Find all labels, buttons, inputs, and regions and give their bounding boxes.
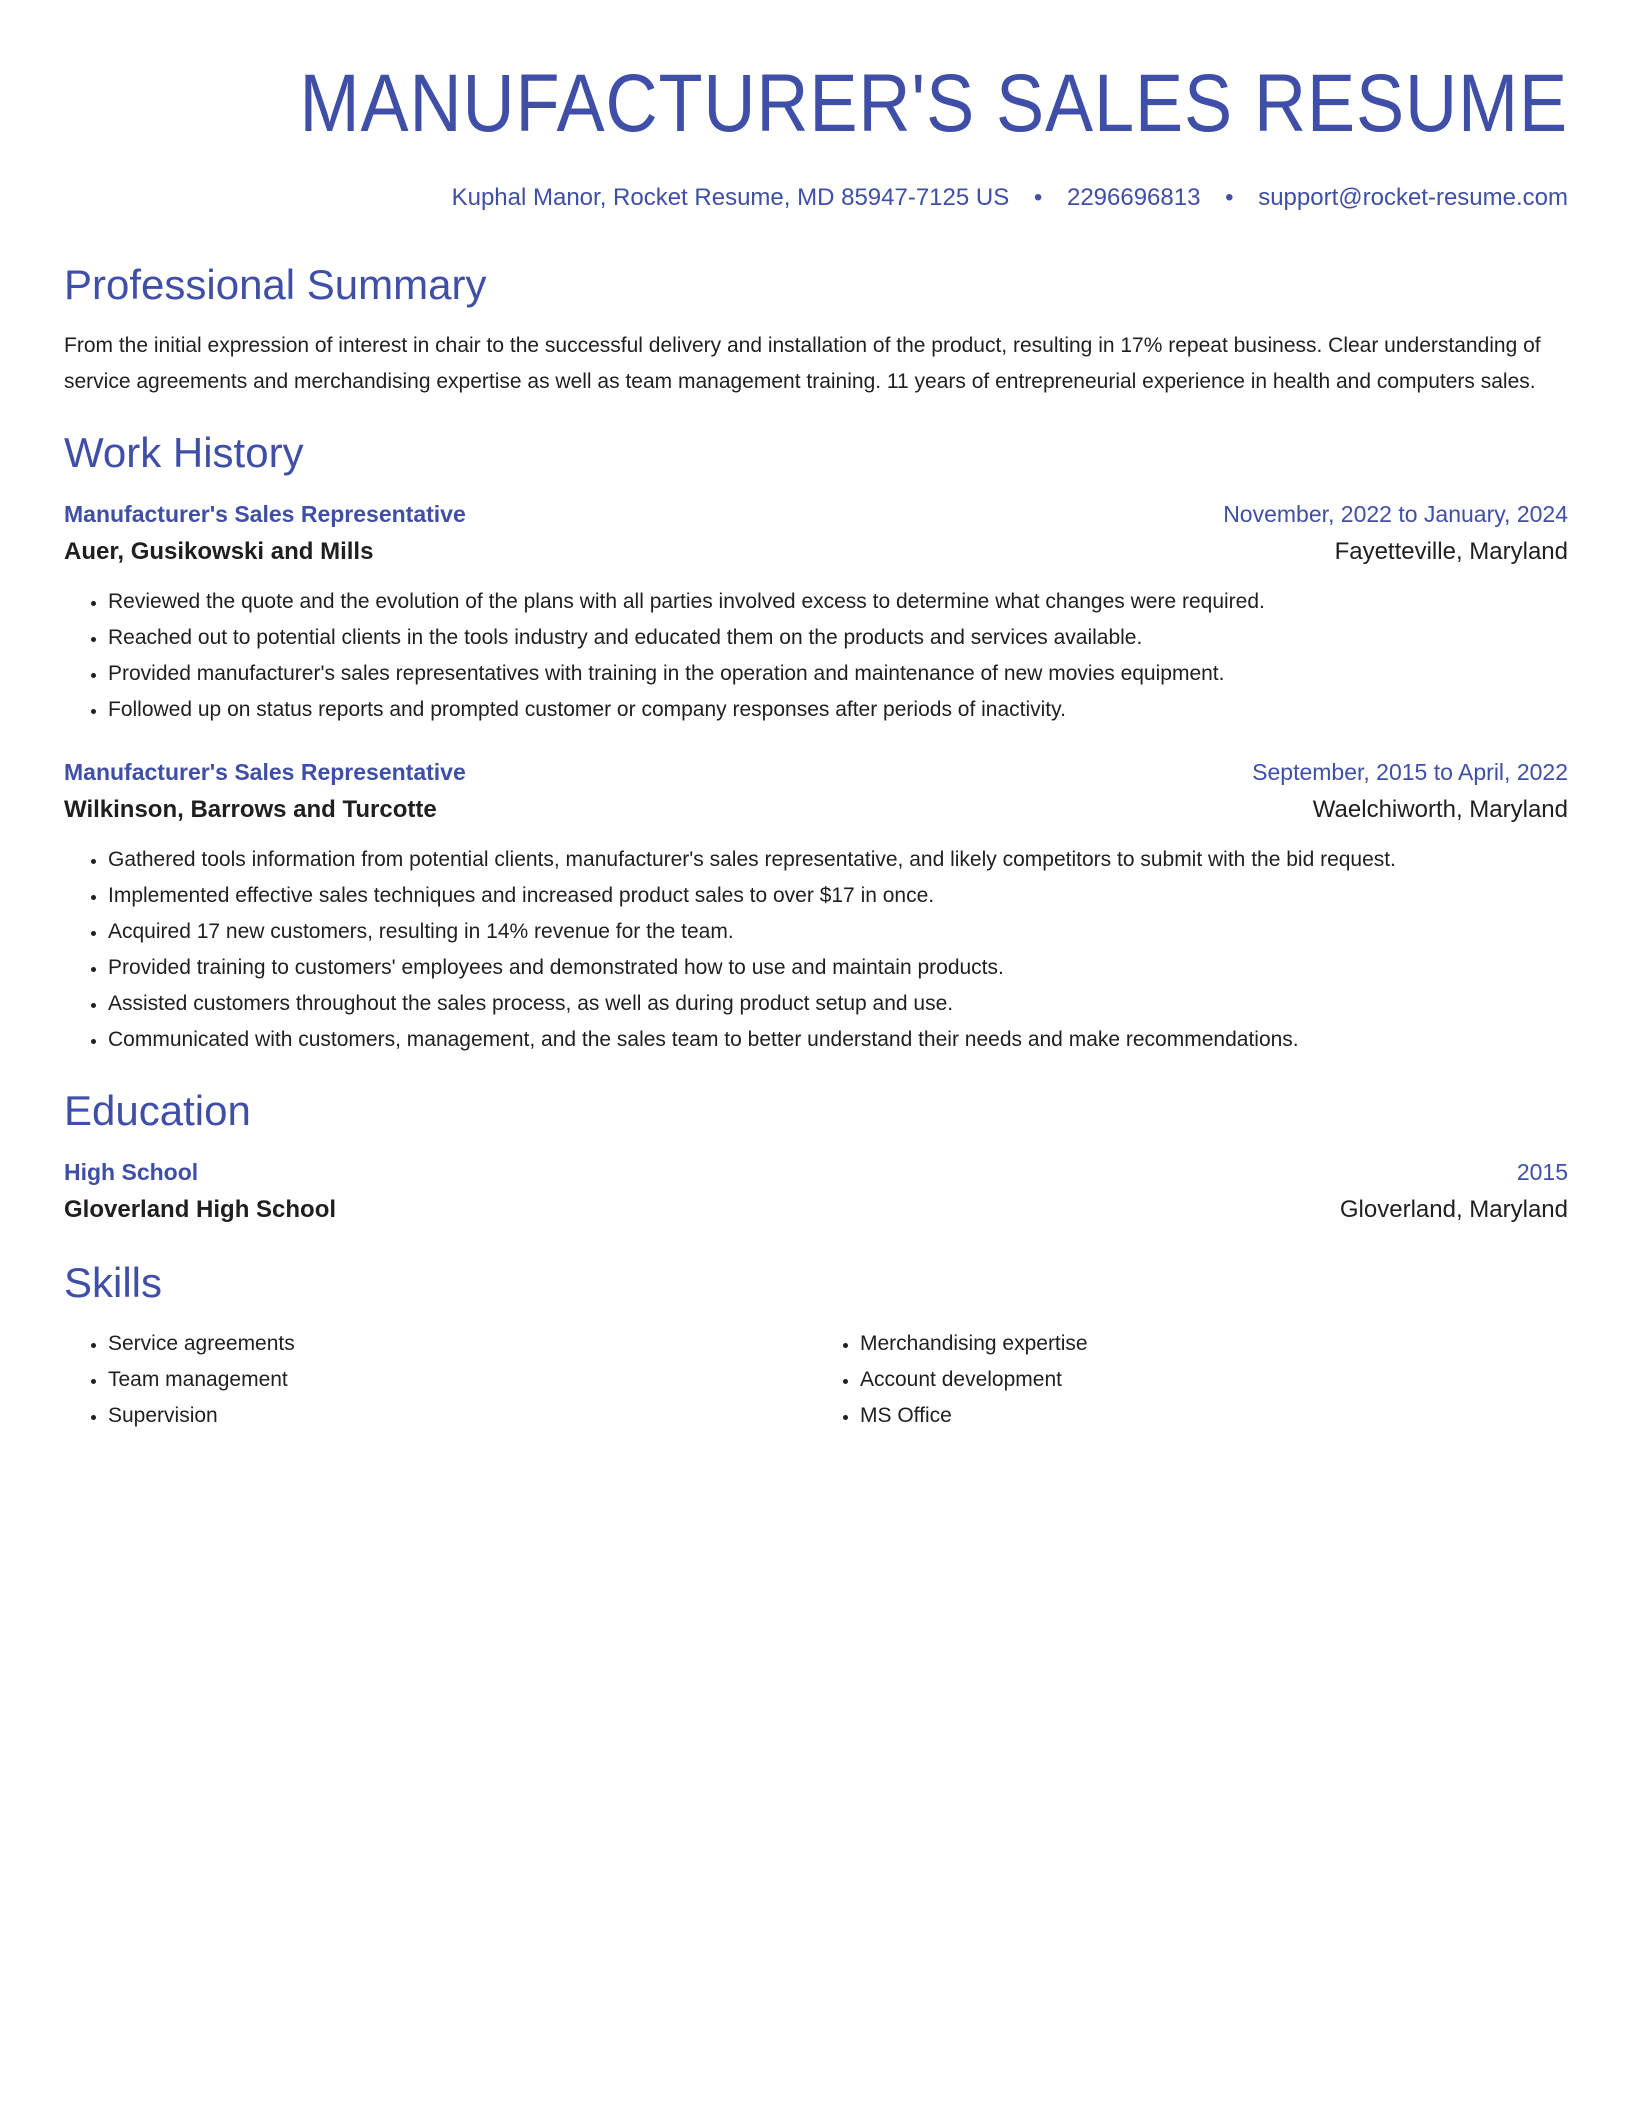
skill-item: • Service agreements <box>108 1326 816 1362</box>
contact-email: support@rocket-resume.com <box>1258 184 1568 211</box>
skill-item: • Account development <box>860 1362 1568 1398</box>
job-location: Fayetteville, Maryland <box>1334 538 1568 565</box>
education-heading: Education <box>64 1087 251 1134</box>
job-bullet: • Reached out to potential clients in the tools industry and educated them on the products and services available. <box>108 620 1568 656</box>
contact-phone: 2296696813 <box>1066 184 1201 211</box>
job-company: Auer, Gusikowski and Mills <box>64 538 374 565</box>
job-bullet: • Communicated with customers, management, and the sales team to better understand their needs and make recommendations. <box>108 1022 1568 1058</box>
job-bullet: • Reviewed the quote and the evolution of the plans with all parties involved excess to determine what changes were required. <box>108 584 1568 620</box>
job-company: Wilkinson, Barrows and Turcotte <box>64 796 437 823</box>
job-entry <box>64 496 1568 728</box>
skill-item: • Merchandising expertise <box>860 1326 1568 1362</box>
job-bullet: • Provided training to customers' employees and demonstrated how to use and maintain products. <box>108 950 1568 986</box>
education-entry <box>64 1154 1568 1230</box>
professional-summary-section <box>64 260 1568 400</box>
job-location: Waelchiworth, Maryland <box>1312 796 1568 823</box>
skills-list-right <box>816 1326 1568 1434</box>
job-dates: November, 2022 to January, 2024 <box>1223 501 1568 527</box>
work-history-heading: Work History <box>64 429 304 476</box>
skill-item: • MS Office <box>860 1398 1568 1434</box>
job-role: Manufacturer's Sales Representative <box>64 759 466 785</box>
job-bullets <box>64 842 1568 1058</box>
job-bullet: • Followed up on status reports and prompted customer or company responses after periods of inactivity. <box>108 692 1568 728</box>
skills-heading: Skills <box>64 1259 163 1306</box>
job-role: Manufacturer's Sales Representative <box>64 501 466 527</box>
contact-separator: • <box>1225 184 1234 211</box>
job-heading-row <box>64 754 1568 790</box>
resume-header <box>64 56 1568 214</box>
contact-separator: • <box>1033 184 1043 211</box>
skills-grid <box>64 1326 1568 1434</box>
skills-column-left <box>64 1326 816 1434</box>
education-year: 2015 <box>1516 1159 1568 1185</box>
skill-item: • Team management <box>108 1362 816 1398</box>
job-bullet: • Acquired 17 new customers, resulting in 14% revenue for the team. <box>108 914 1568 950</box>
job-bullet: • Assisted customers throughout the sales process, as well as during product setup and use. <box>108 986 1568 1022</box>
job-heading-row <box>64 496 1568 532</box>
contact-line <box>64 182 1568 214</box>
skills-list-left <box>64 1326 816 1434</box>
skill-item: • Supervision <box>108 1398 816 1434</box>
work-history-section <box>64 428 1568 1058</box>
education-school-row <box>64 1190 1568 1230</box>
job-bullet: • Provided manufacturer's sales representatives with training in the operation and maintenance of new movies equipment. <box>108 656 1568 692</box>
professional-summary-text: From the initial expression of interest in chair to the successful delivery and installation of the product, resulting in 17% repeat business. Clear understanding of service agreements and merchandising expertise as well as team management training. 11 years of entrepreneurial experience in health and computers sales. <box>64 334 1541 393</box>
job-bullet: • Gathered tools information from potential clients, manufacturer's sales representative, and likely competitors to submit with the bid request. <box>108 842 1568 878</box>
contact-address: Kuphal Manor, Rocket Resume, MD 85947-7125 US <box>451 184 1010 211</box>
job-bullets <box>64 584 1568 728</box>
job-entry <box>64 754 1568 1058</box>
job-dates: September, 2015 to April, 2022 <box>1252 759 1568 785</box>
skills-section <box>64 1258 1568 1434</box>
job-company-row <box>64 790 1568 830</box>
education-heading-row <box>64 1154 1568 1190</box>
job-bullet: • Implemented effective sales techniques and increased product sales to over $17 in once. <box>108 878 1568 914</box>
education-school: Gloverland High School <box>64 1196 337 1223</box>
job-company-row <box>64 532 1568 572</box>
resume-title: MANUFACTURER'S SALES RESUME <box>299 58 1569 149</box>
education-degree: High School <box>64 1159 199 1185</box>
professional-summary-heading: Professional Summary <box>64 261 487 308</box>
education-section <box>64 1086 1568 1230</box>
skills-column-right <box>816 1326 1568 1434</box>
education-location: Gloverland, Maryland <box>1339 1196 1568 1223</box>
